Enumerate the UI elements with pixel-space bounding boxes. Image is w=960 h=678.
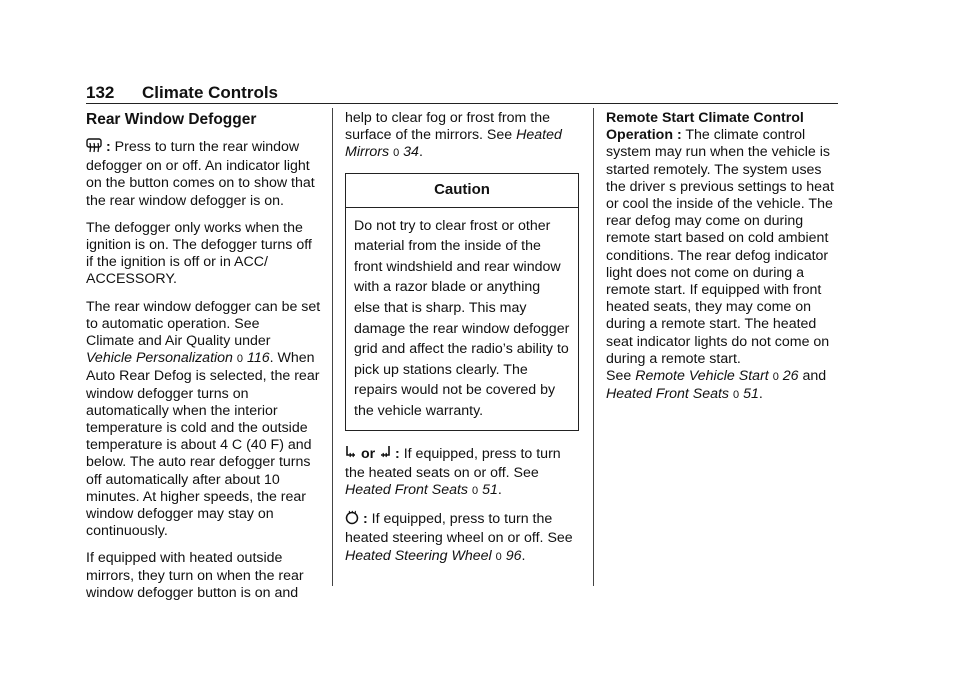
page-header: [86, 82, 838, 104]
personalization-ref[interactable]: Vehicle Personalization: [86, 350, 233, 367]
heated-wheel-text: If equipped, press to turn the heated steering wheel on or off. See: [345, 511, 573, 547]
remote-start-text: The climate control system may run when the vehicle is started remotely. The system uses the driver s previous settings to heat or cool the inside of the vehicle. The rear defog may come on during remote start based on cold ambient conditions. The rear defog indicator light does not come on during a remote start. If equipped with front heated seats, they may come on during a remote start. The heated seat indicator lights do not come on during a remote start.: [606, 127, 834, 367]
heated-wheel-paragraph: [345, 510, 581, 566]
period: .: [418, 144, 423, 161]
colon: :: [395, 445, 400, 462]
heated-mirrors-page[interactable]: 34: [403, 144, 419, 161]
period: .: [521, 547, 526, 564]
caution-title: Caution: [346, 174, 578, 208]
period: .: [497, 481, 502, 498]
heated-seat-right-icon: [379, 445, 391, 465]
period: .: [758, 386, 763, 403]
heated-wheel-ref[interactable]: Heated Steering Wheel: [345, 547, 492, 564]
heated-seat-left-icon: [345, 445, 357, 465]
column-1: [86, 110, 322, 612]
colon: :: [105, 139, 111, 155]
mirrors-text: help to clear fog or frost from the surface of the mirrors. See: [345, 110, 551, 144]
period: .: [269, 350, 274, 367]
ignition-paragraph: The defogger only works when the ignition is on. The defogger turns off if the ignition is off or in ACC/ ACCESSORY.: [86, 219, 312, 288]
remote-vehicle-start-ref[interactable]: Remote Vehicle Start: [635, 368, 769, 385]
heated-wheel-page[interactable]: 96: [505, 547, 522, 564]
column-divider-2: [593, 108, 594, 586]
column-divider-1: [332, 108, 333, 586]
heated-front-seats-page[interactable]: 51: [743, 386, 759, 403]
heated-front-seats-ref[interactable]: Heated Front Seats: [606, 386, 730, 403]
or-label: or: [360, 445, 376, 462]
heated-seats-page[interactable]: 51: [482, 481, 498, 498]
mirrors-continued-paragraph: [345, 110, 581, 163]
rear-defogger-icon: [86, 138, 102, 158]
ref-arrow: 0: [495, 550, 502, 563]
remote-start-paragraph: [606, 110, 840, 404]
auto-defog-paragraph: [86, 299, 322, 541]
ref-arrow: 0: [732, 389, 740, 402]
auto-defog-text-a: The rear window defogger can be set to automatic operation. See: [86, 298, 321, 332]
and-label: and: [802, 368, 827, 385]
caution-body: Do not try to clear frost or other material from the inside of the front windshield and rear window with a razor blade or anything else that is sharp. This may damage the rear window defogger grid and affect the radio’s ability to pick up stations clearly. The repairs would not be covered by the vehicle warranty.: [354, 217, 570, 419]
section-title: Rear Window Defogger: [86, 111, 257, 128]
colon: :: [362, 511, 368, 528]
caution-box: [345, 173, 579, 431]
heated-steering-wheel-icon: [345, 510, 359, 530]
defogger-text: Press to turn the rear window defogger on or off. An indicator light on the button comes on to show that the rear window defogger is on.: [86, 139, 315, 209]
auto-defog-text-b: Climate and Air Quality under: [86, 333, 271, 350]
heated-mirrors-ref[interactable]: Heated Mirrors: [345, 127, 562, 161]
ref-arrow: 0: [772, 371, 779, 384]
chapter-title: Climate Controls: [142, 83, 279, 102]
auto-defog-text-c: When Auto Rear Defog is selected, the rear window defogger turns on automatically when the interior temperature is cold and the outside temperature is about 4 C (40 F) and below. The auto rear defogger turns off automatically after about 10 minutes. At higher speeds, the rear window defogger may stay on continuously.: [86, 350, 320, 540]
see-label: See: [606, 368, 632, 385]
ref-arrow: 0: [393, 147, 400, 160]
page-number: 132: [86, 83, 115, 102]
personalization-page[interactable]: 116: [246, 350, 270, 367]
column-2: [345, 110, 581, 576]
header-rule: [86, 103, 838, 104]
ref-arrow: 0: [471, 484, 479, 497]
heated-seats-text: If equipped, press to turn the heated seats on or off. See: [345, 445, 561, 481]
column-3: [606, 110, 840, 414]
remote-start-label: Remote Start Climate Control Operation :: [606, 110, 804, 144]
heated-seats-paragraph: [345, 445, 581, 501]
mirrors-paragraph: If equipped with heated outside mirrors, they turn on when the rear window defogger button is on and: [86, 550, 304, 601]
heated-seats-ref[interactable]: Heated Front Seats: [345, 481, 469, 498]
remote-vehicle-start-page[interactable]: 26: [782, 368, 799, 385]
defogger-paragraph: [86, 138, 322, 210]
ref-arrow: 0: [236, 353, 244, 366]
